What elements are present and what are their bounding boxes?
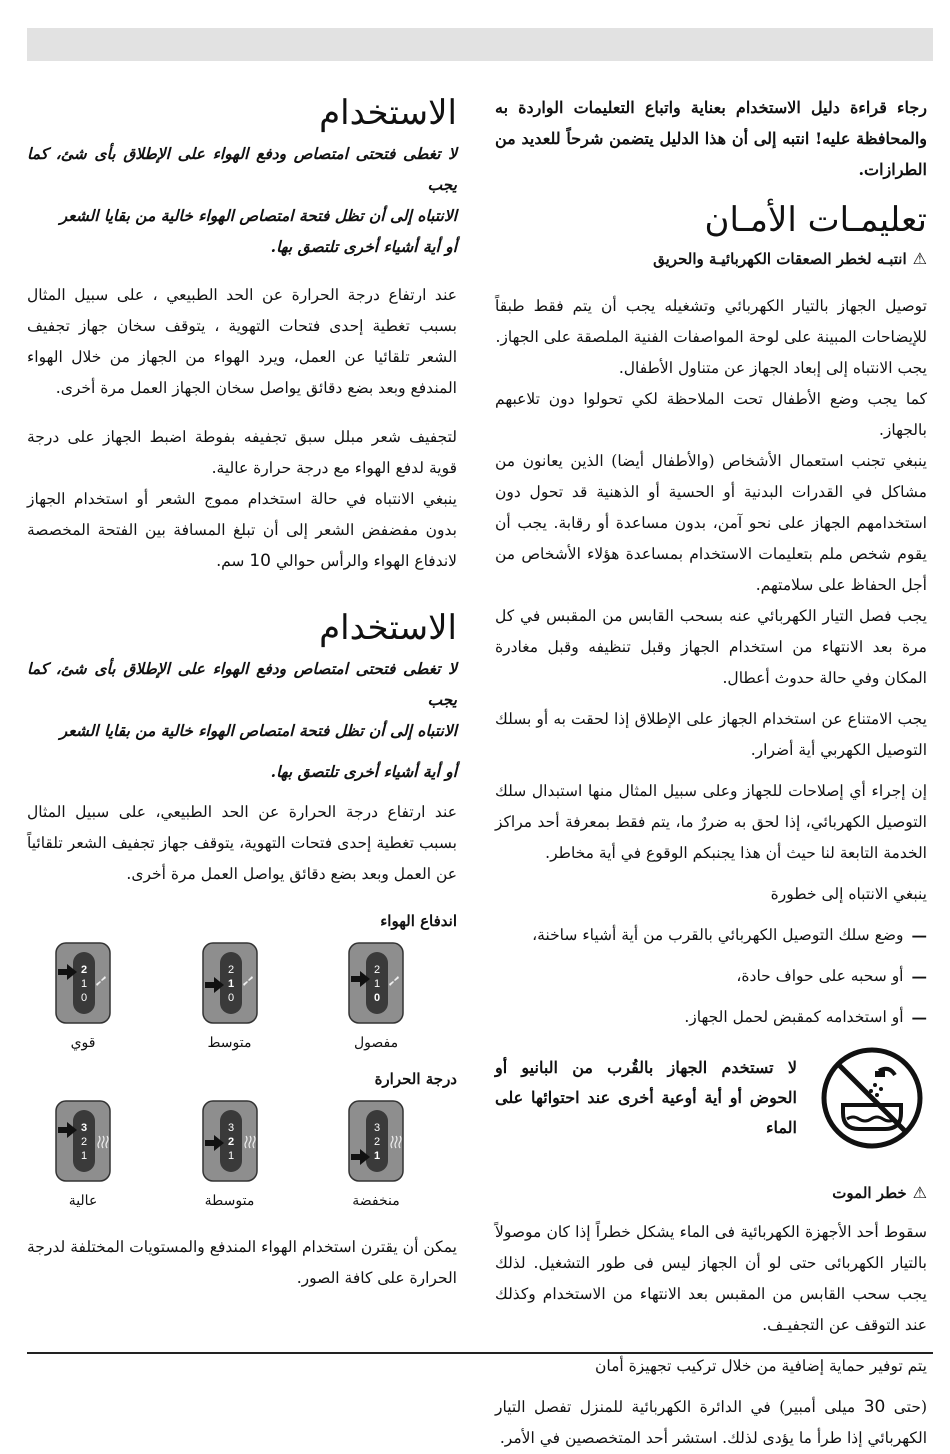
usage-title: الاستخدام — [319, 608, 457, 648]
list-item-text: أو سحبه على حواف حادة، — [736, 967, 904, 985]
switch-heat-low — [348, 1100, 404, 1182]
airflow-caption: متوسط — [207, 1035, 252, 1051]
switch-digit: 3 — [80, 1122, 88, 1134]
switch-digit: 2 — [373, 964, 381, 976]
switch-airflow-off — [348, 942, 404, 1024]
heat-caption: منخفضة — [352, 1193, 400, 1209]
distance-before: ينبغي الانتباه في حالة استخدام مموج الشعر أو استخدام الجهاز بدون مفضفض الشعر إلى أن تبلغ المسافة بين الفتحة المخصصة لاندفاع الهواء والرأس حوالي — [27, 490, 457, 570]
switch-digit: 2 — [80, 1136, 88, 1148]
distance-value: 10 — [249, 551, 271, 571]
airflow-label: اندفاع الهواء — [380, 912, 457, 930]
distance-unit: سم. — [216, 552, 245, 570]
switch-digit: 3 — [227, 1122, 234, 1134]
airflow-caption: قوي — [70, 1035, 96, 1051]
list-item-text: وضع سلك التوصيل الكهربائي بالقرب من أية أشياء ساخنة، — [532, 926, 904, 944]
list-item-text: أو استخدامه كمقبض لحمل الجهاز. — [684, 1008, 904, 1026]
shock-heading — [495, 245, 927, 273]
death-p3-before: (حتى — [893, 1398, 927, 1416]
switch-digit: 2 — [80, 964, 88, 976]
header-bar — [27, 28, 933, 61]
heat-caption: عالية — [68, 1193, 98, 1209]
death-paragraph: سقوط أحد الأجهزة الكهربائية فى الماء يشكل خطراً إذا كان موصولاً بالتيار الكهربائى حتى لو أن الجهاز ليس فى طور التشغيل. لذلك يجب سحب القابس من المقبس بعد الانتهاء من الاستخدام وكذلك عند التوقف عن التجفيـف. — [495, 1223, 927, 1334]
airflow-figure-medium — [174, 942, 286, 1056]
heat-label: درجة الحرارة — [374, 1070, 457, 1088]
death-paragraph: يتم توفير حماية إضافية من خلال تركيب تجهيزة أمان — [594, 1357, 927, 1375]
heat-figure-low — [320, 1100, 432, 1214]
heat-figures — [27, 1100, 457, 1214]
drying-paragraph: لتجفيف شعر مبلل سبق تجفيفه بفوطة اضبط الجهاز على درجة قوية لدفع الهواء مع درجة حرارة عالية. — [27, 428, 457, 477]
switch-digit: 1 — [227, 1150, 234, 1162]
rcd-milliamp-value: 30 — [863, 1397, 886, 1417]
airflow-caption: مفصول — [353, 1035, 399, 1051]
usage-warning: لا تغطى فتحتى امتصاص ودفع الهواء على الإطلاق بأى شئ، كما يجب — [27, 144, 457, 194]
switch-airflow-strong — [55, 942, 111, 1024]
death-heading-text: خطر الموت — [832, 1184, 907, 1202]
airflow-figure-off — [320, 942, 432, 1056]
warning-triangle-icon: ⚠ — [912, 249, 927, 268]
switch-digit: 1 — [227, 978, 234, 990]
usage-warning: أو أية أشياء أخرى تلتصق بها. — [270, 762, 457, 781]
warning-triangle-icon: ⚠ — [912, 1183, 927, 1202]
death-paragraph — [495, 1392, 927, 1454]
overheat-paragraph: عند ارتفاع درجة الحرارة عن الحد الطبيعي، على سبيل المثال بسبب تغطية إحدى فتحات التهوية، يتوقف جهاز تجفيف الشعر تلقائياً عن العمل وبعد بضع دقائق يواصل العمل مرة أخرى. — [27, 803, 457, 883]
safety-title: تعليمـات الأمـان — [704, 200, 927, 240]
heat-caption: متوسطة — [204, 1193, 255, 1209]
switch-digit: 2 — [227, 1136, 234, 1148]
intro-text: رجاء قراءة دليل الاستخدام بعناية واتباع التعليمات الواردة به والمحافظة عليه! انتبه إلى أن هذا الدليل يتضمن شرحاً للعديد من الطرازات. — [495, 98, 927, 179]
usage-warning: أو أية أشياء أخرى تلتصق بها. — [270, 237, 457, 256]
airflow-figure-strong — [27, 942, 139, 1056]
list-item — [495, 1002, 927, 1033]
shock-paragraph: يجب الامتناع عن استخدام الجهاز على الإطلاق إذا لحقت به أو بسلك التوصيل الكهربي أية أضرار. — [495, 710, 927, 759]
shock-heading-text: انتبـه لخطر الصعقات الكهربائيـة والحريق — [653, 250, 907, 268]
usage-column — [27, 88, 457, 1294]
dash-bullet: — — [911, 967, 927, 986]
no-water-warning — [495, 1043, 927, 1153]
switch-heat-medium — [202, 1100, 258, 1182]
usage-warning: لا تغطى فتحتى امتصاص ودفع الهواء على الإطلاق بأى شئ، كما يجب — [27, 659, 457, 709]
usage-warning: الانتباه إلى أن تظل فتحة امتصاص الهواء خالية من بقايا الشعر — [59, 721, 457, 740]
list-item — [495, 920, 927, 951]
heat-figure-medium — [174, 1100, 286, 1214]
shock-paragraph: يجب الانتباه إلى إبعاد الجهاز عن متناول الأطفال. — [618, 359, 927, 377]
shock-paragraph: يجب فصل التيار الكهربائي عنه بسحب القابس من المقبس في كل مرة بعد الانتهاء من استخدام الجهاز وقبل تنظيفه وقبل مغادرة المكان وفي حالة حدوث أعطال. — [495, 607, 927, 687]
list-item — [495, 961, 927, 992]
switch-digit: 0 — [227, 992, 234, 1004]
switch-digit: 1 — [80, 1150, 88, 1162]
safety-column — [495, 92, 927, 1454]
dash-bullet: — — [911, 926, 927, 945]
airflow-figures — [27, 942, 457, 1056]
usage-warning: الانتباه إلى أن تظل فتحة امتصاص الهواء خالية من بقايا الشعر — [59, 206, 457, 225]
heat-figure-high — [27, 1100, 139, 1214]
death-p3-after: ميلى أمبير) في الدائرة الكهربائية للمنزل تفصل التيار الكهربائي إذا طرأ ما يؤدى لذلك. استشر أحد المتخصصين في الأمر. — [495, 1398, 927, 1447]
footer-rule — [27, 1352, 933, 1354]
shock-paragraph: كما يجب وضع الأطفال تحت الملاحظة لكي تحولوا دون تلاعبهم بالجهاز. — [495, 390, 927, 439]
combine-paragraph: يمكن أن يقترن استخدام الهواء المندفع والمستويات المختلفة لدرجة الحرارة على كافة الصور. — [27, 1238, 457, 1287]
switch-digit: 3 — [373, 1122, 381, 1134]
overheat-paragraph: عند ارتفاع درجة الحرارة عن الحد الطبيعي ، على سبيل المثال بسبب تغطية إحدى فتحات التهوية ، يتوقف سخان جهاز تجفيف الشعر تلقائيا عن العمل، ويرد الهواء من الجهاز من خلال الهواء المندفع وبعد بضع دقائق يواصل سخان الجهاز العمل مرة أخرى. — [27, 286, 457, 397]
death-heading — [495, 1179, 927, 1207]
switch-airflow-medium — [202, 942, 258, 1024]
shock-paragraph: توصيل الجهاز بالتيار الكهربائي وتشغيله يجب أن يتم فقط طبقاً للإيضاحات المبينة على لوحة المواصفات الفنية الملصقة على الجهاز. — [495, 297, 927, 346]
switch-heat-high — [55, 1100, 111, 1182]
shock-paragraph: ينبغي تجنب استعمال الأشخاص (والأطفال أيضا) الذين يعانون من مشاكل في القدرات البدنية أو الحسية أو الذهنية قد تحول دون استخدامهم الجهاز على نحو آمن، بدون مساعدة أو رقابة. يجب أن يقوم شخص ملم بتعليمات الاستخدام بمساعدة هؤلاء الأشخاص من أجل الحفاظ على سلامتهم. — [495, 452, 927, 594]
switch-digit: 0 — [373, 992, 381, 1004]
switch-digit: 2 — [373, 1136, 381, 1148]
no-water-text: لا تستخدم الجهاز بالقُرب من البانيو أو الحوض أو أية أوعية أخرى عند احتوائها على الماء — [495, 1058, 797, 1137]
switch-digit: 1 — [80, 978, 88, 990]
no-bathtub-icon — [817, 1043, 927, 1153]
switch-digit: 1 — [373, 1150, 381, 1162]
switch-digit: 1 — [373, 978, 381, 990]
usage-title: الاستخدام — [319, 93, 457, 133]
danger-intro: ينبغي الانتباه إلى خطورة — [770, 885, 927, 903]
distance-paragraph — [27, 484, 457, 577]
shock-paragraph: إن إجراء أي إصلاحات للجهاز وعلى سبيل المثال منها استبدال سلك التوصيل الكهربائي، إذا لحق به ضررٌ ما، يتم فقط بمعرفة أحد مراكز الخدمة التابعة لنا حيث أن هذا يجنبكم الوقوع في أية مخاطر. — [495, 782, 927, 862]
switch-digit: 0 — [80, 992, 88, 1004]
switch-digit: 2 — [227, 964, 234, 976]
dash-bullet: — — [911, 1008, 927, 1027]
